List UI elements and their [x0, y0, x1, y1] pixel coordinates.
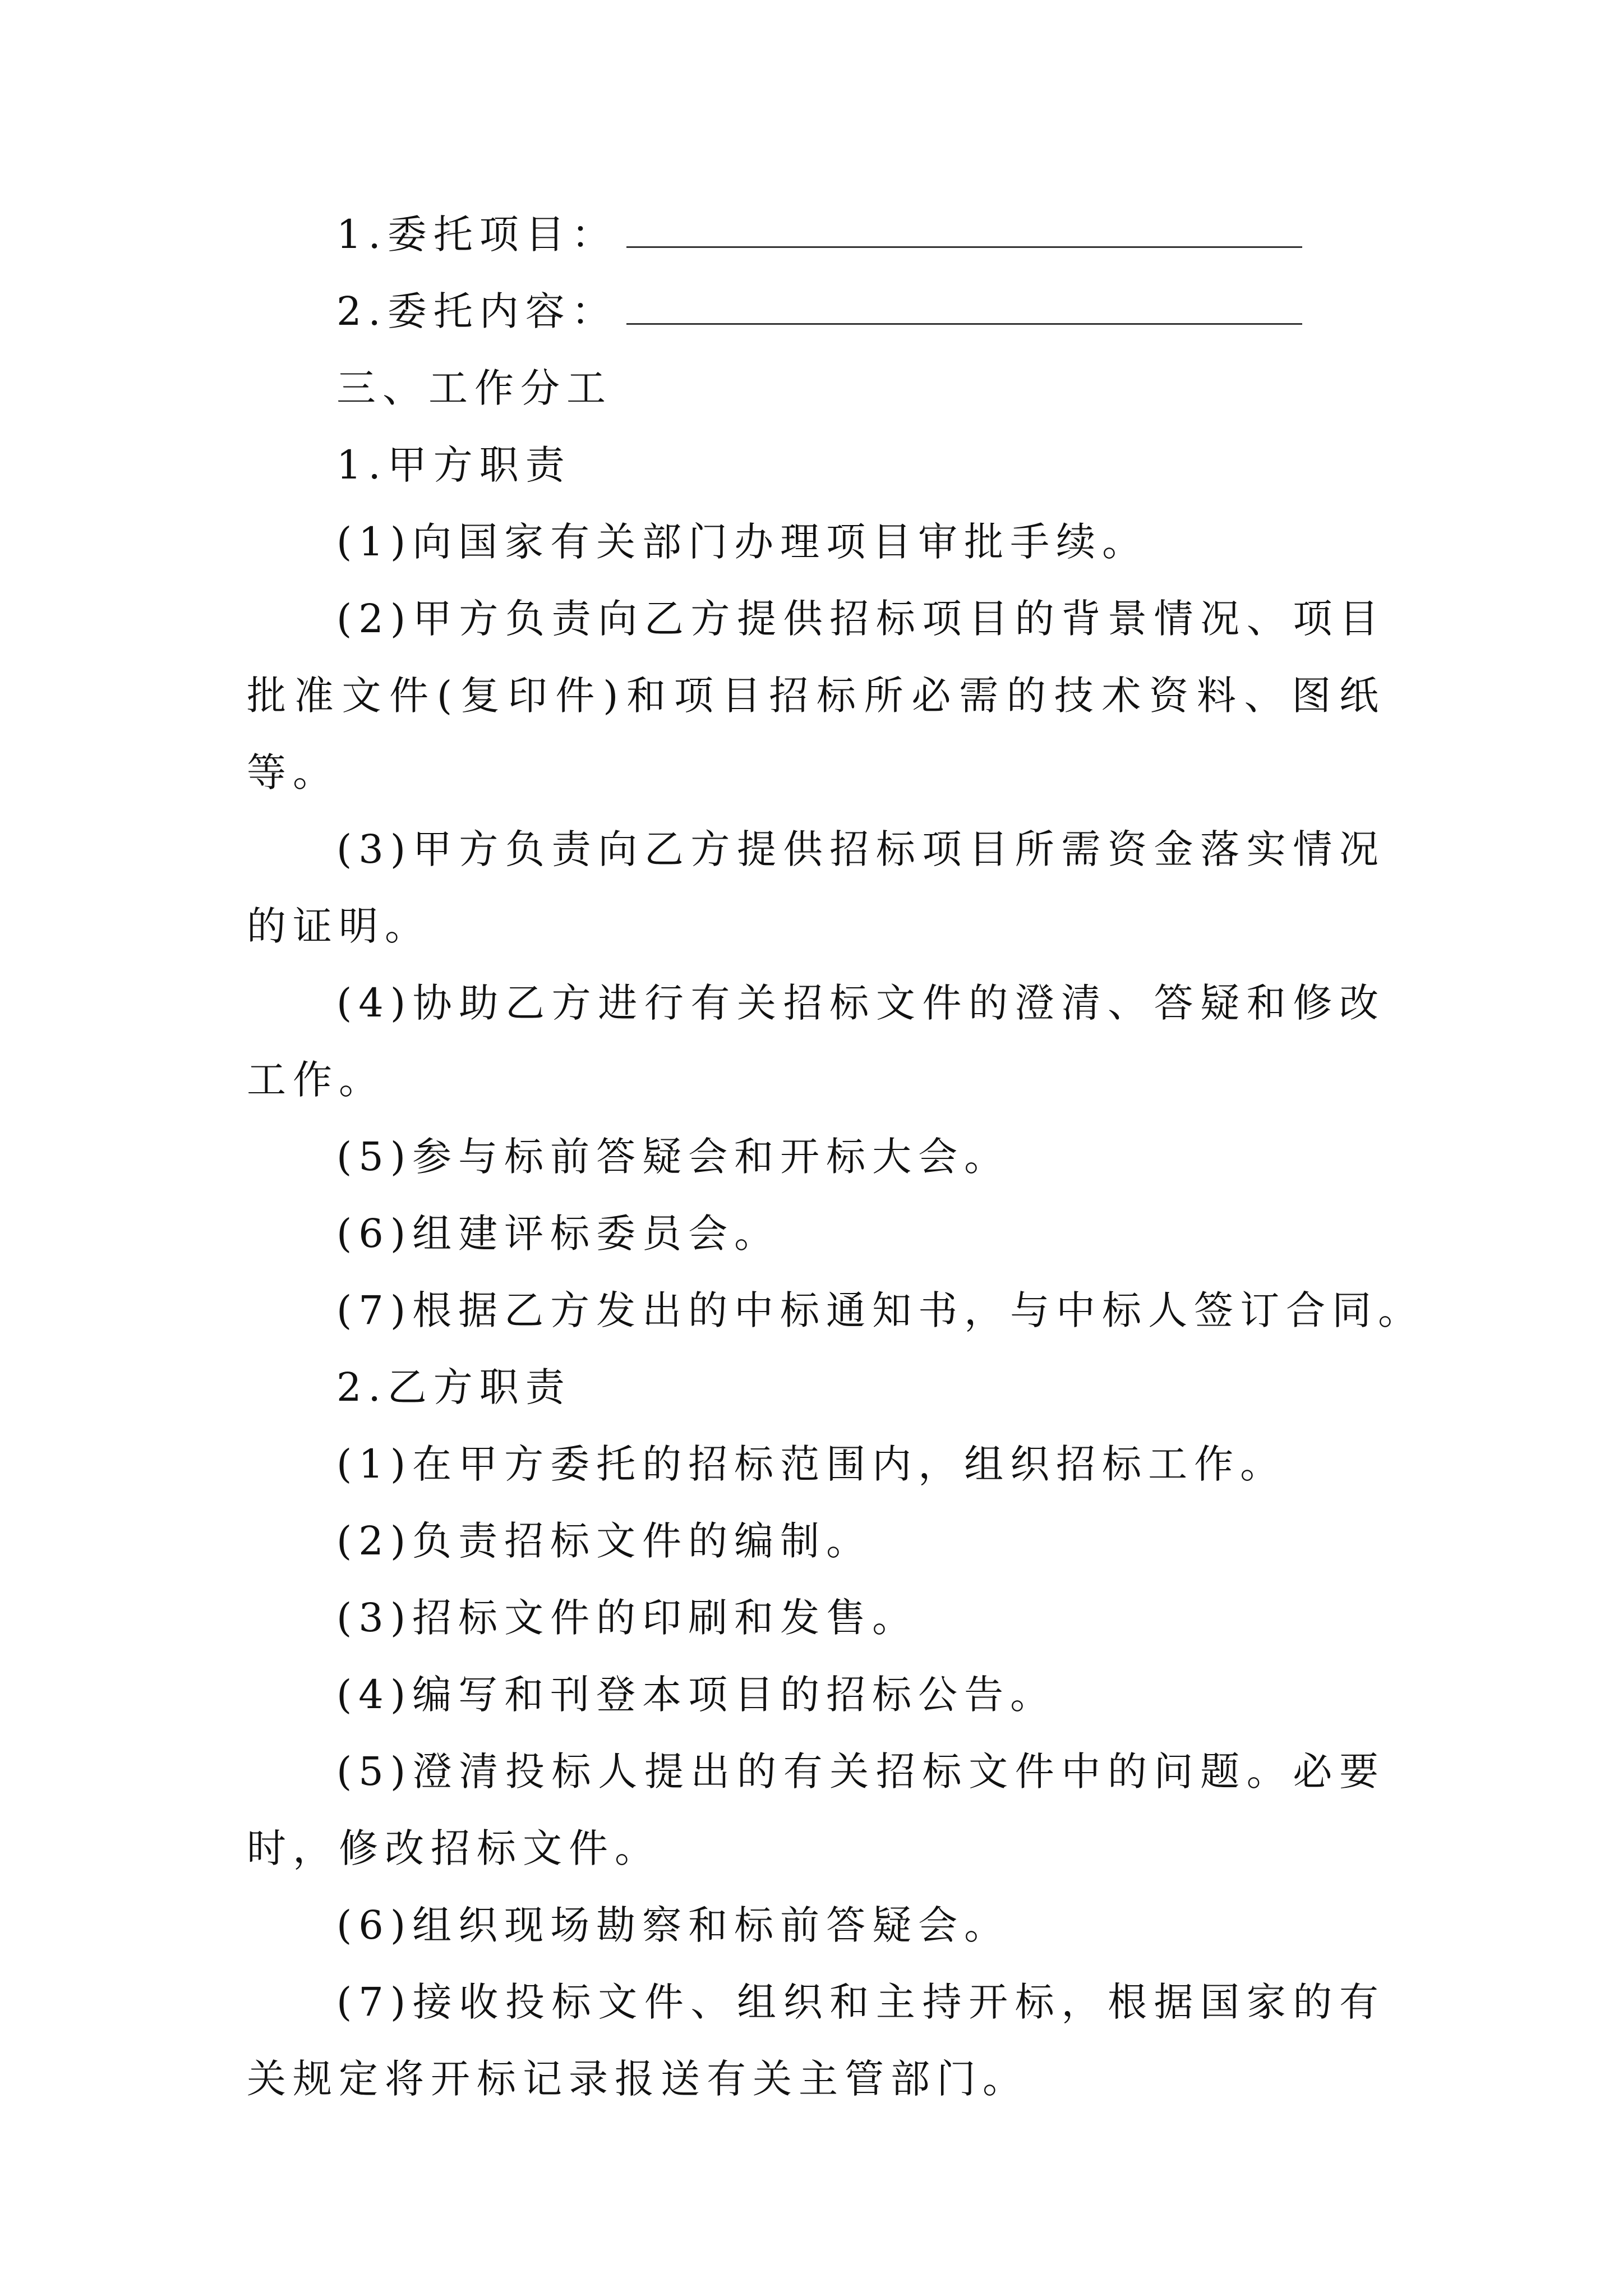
party-a-item: (6)组建评标委员会。 — [336, 1211, 781, 1257]
blank-line — [626, 296, 1302, 325]
field-entrusted-project — [247, 196, 1385, 273]
party-b-item: (7)接收投标文件、组织和主持开标，根据国家的有关规定将开标记录报送有关主管部门。 — [247, 1979, 1385, 2102]
party-a-item: (3)甲方负责向乙方提供招标项目所需资金落实情况的证明。 — [247, 826, 1385, 949]
party-a-item: (5)参与标前答疑会和开标大会。 — [336, 1134, 1011, 1180]
party-a-item: (1)向国家有关部门办理项目审批手续。 — [336, 519, 1149, 565]
section-heading: 三、工作分工 — [336, 365, 612, 411]
party-b-item: (2)负责招标文件的编制。 — [336, 1518, 873, 1564]
party-b-item: (5)澄清投标人提出的有关招标文件中的问题。必要时，修改招标文件。 — [247, 1749, 1385, 1871]
blank-line — [626, 219, 1302, 248]
field-label: 2.委托内容： — [336, 288, 617, 334]
field-entrusted-content — [247, 273, 1385, 350]
party-a-item: (4)协助乙方进行有关招标文件的澄清、答疑和修改工作。 — [247, 980, 1385, 1103]
party-a-item: (2)甲方负责向乙方提供招标项目的背景情况、项目批准文件(复印件)和项目招标所必需的技术资料、图纸等。 — [247, 596, 1385, 795]
party-b-item: (6)组织现场勘察和标前答疑会。 — [336, 1902, 1011, 1948]
party-a-item: (7)根据乙方发出的中标通知书，与中标人签订合同。 — [336, 1287, 1424, 1333]
party-b-item: (4)编写和刊登本项目的招标公告。 — [336, 1672, 1057, 1718]
field-label: 1.委托项目： — [336, 211, 617, 257]
party-b-item: (3)招标文件的印刷和发售。 — [336, 1595, 919, 1641]
party-b-heading: 2.乙方职责 — [336, 1364, 571, 1410]
party-b-item: (1)在甲方委托的招标范围内，组织招标工作。 — [336, 1441, 1287, 1487]
party-a-heading: 1.甲方职责 — [336, 442, 571, 488]
document-body — [247, 196, 1424, 2118]
